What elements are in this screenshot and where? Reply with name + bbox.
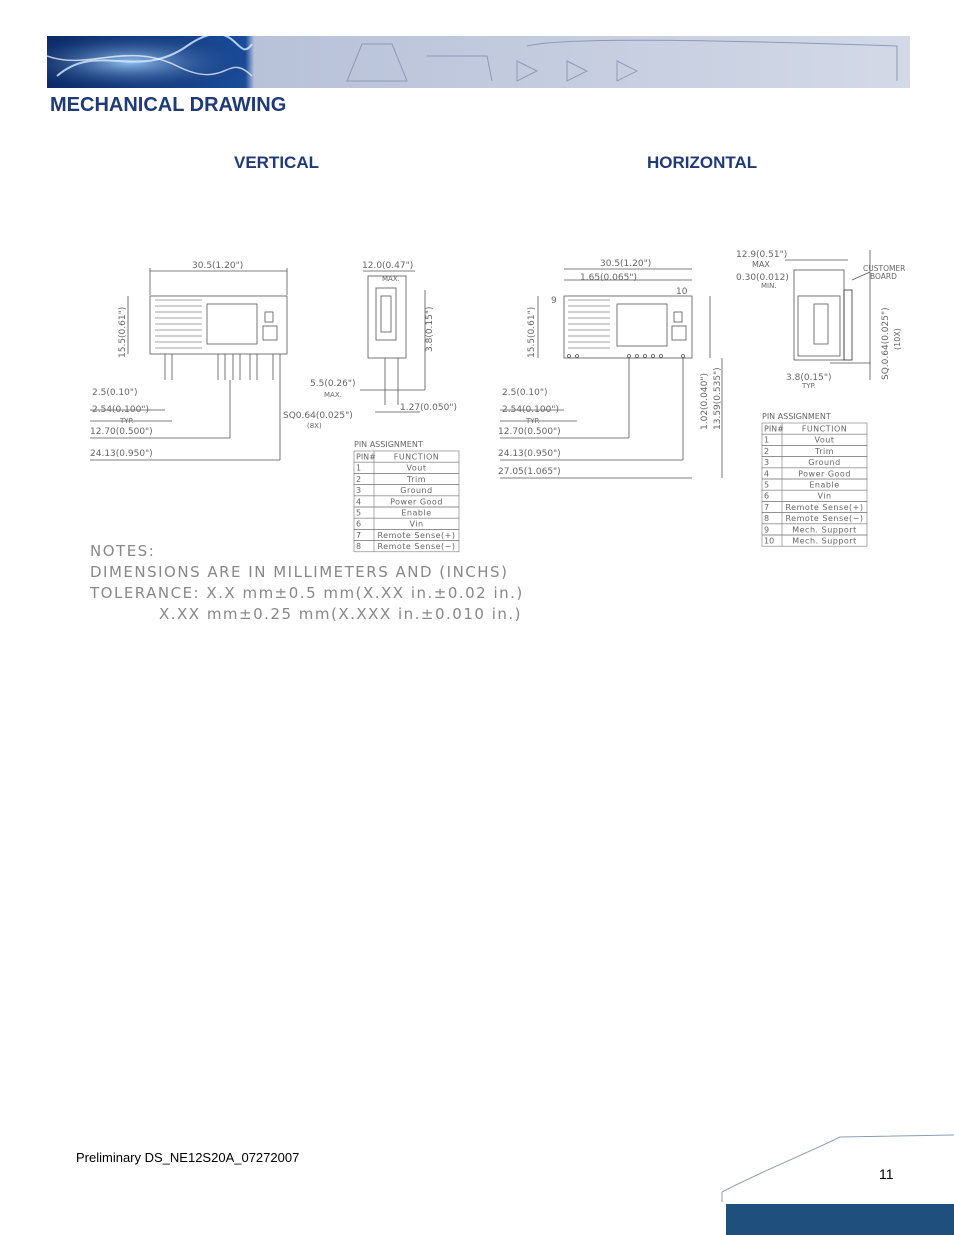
- vertical-module-outline: [150, 296, 287, 354]
- h-pin-table-function: Mech. Support: [792, 525, 857, 535]
- h-pin-table-function: Vin: [817, 491, 832, 501]
- v-dim-pin-offset: 2.5(0.10"): [92, 388, 138, 398]
- h-dim-clearance-min: MIN.: [761, 282, 777, 290]
- v-dim-pin-length-max: MAX.: [324, 391, 342, 399]
- horizontal-pin-table: [762, 412, 867, 546]
- v-dim-side-max: MAX.: [382, 275, 400, 283]
- page-number: 11: [879, 1166, 894, 1182]
- horizontal-view-label: HORIZONTAL: [647, 153, 758, 172]
- h-dim-pin-count: (10X): [893, 328, 902, 350]
- h-dim-span1: 12.70(0.500"): [498, 427, 561, 437]
- v-dim-pin-length: 5.5(0.26"): [310, 379, 356, 389]
- notes-heading: NOTES:: [90, 542, 156, 560]
- h-dim-span3: 27.05(1.065"): [498, 467, 561, 477]
- h-pin-table-pin: 9: [764, 525, 770, 535]
- v-dim-side-pitch: 1.27(0.050"): [400, 403, 457, 413]
- v-pin-table-function: Remote Sense(+): [377, 530, 456, 540]
- v-dim-width: 30.5(1.20"): [192, 261, 244, 271]
- h-dim-customer: CUSTOMER: [863, 264, 906, 273]
- h-pin-table-pin: 7: [764, 502, 770, 512]
- h-dim-span2: 24.13(0.950"): [498, 449, 561, 459]
- h-dim-board: BOARD: [870, 272, 897, 281]
- h-pin-table-pin: 5: [764, 480, 770, 490]
- vertical-pin-table: [354, 440, 459, 552]
- h-dim-pin-sq: SQ.0.64(0.025"): [881, 307, 891, 380]
- v-pin-table-pin: 4: [356, 497, 362, 507]
- h-pin-table-function: Mech. Support: [792, 536, 857, 546]
- h-pin-table-pin: PIN#: [764, 424, 784, 434]
- v-pin-table-pin: PIN#: [356, 452, 376, 462]
- notes: [90, 541, 524, 625]
- v-dim-height: 15.5(0.61"): [118, 306, 128, 358]
- v-pin-table-title: PIN ASSIGNMENT: [354, 440, 423, 449]
- document-id: Preliminary DS_NE12S20A_07272007: [76, 1150, 300, 1165]
- h-dim-width: 30.5(1.20"): [600, 259, 652, 269]
- h-dim-offset: 1.65(0.065"): [580, 273, 637, 283]
- h-dim-side-max: MAX: [752, 260, 770, 269]
- h-pin-table-pin: 1: [764, 435, 770, 445]
- v-dim-span1: 12.70(0.500"): [90, 427, 153, 437]
- h-dim-side-width: 12.9(0.51"): [736, 250, 788, 260]
- h-dim-vert2: 13.59(0.535"): [713, 367, 723, 430]
- v-pin-table-function: Ground: [400, 486, 433, 496]
- h-pin-table-pin: 4: [764, 469, 770, 479]
- h-pin-table-function: FUNCTION: [801, 424, 848, 434]
- h-dim-clearance: 0.30(0.012): [736, 273, 789, 283]
- v-pin-table-pin: 3: [356, 486, 362, 496]
- mechanical-drawing: [80, 240, 920, 560]
- h-pin-table-function: Enable: [809, 480, 840, 490]
- v-dim-pin-count: (8X): [307, 422, 322, 430]
- page-title: MECHANICAL DRAWING: [50, 94, 287, 116]
- footer-decoration: [720, 1132, 954, 1235]
- horizontal-module-outline: [564, 296, 692, 358]
- v-dim-side-height: 3.8(0.15"): [425, 306, 435, 352]
- v-pin-table-pin: 2: [356, 474, 362, 484]
- notes-tolerance-2: X.XX mm±0.25 mm(X.XXX in.±0.010 in.): [90, 605, 523, 623]
- v-pin-table-function: Vout: [406, 463, 427, 473]
- header-banner: [47, 36, 910, 88]
- h-pin-table-function: Power Good: [798, 469, 851, 479]
- h-dim-pin9: 9: [551, 296, 557, 306]
- v-pin-table-row: [354, 518, 459, 529]
- h-dim-pin-offset: 2.5(0.10"): [502, 388, 548, 398]
- h-pin-table-function: Ground: [808, 458, 841, 468]
- h-pin-table-function: Trim: [814, 446, 835, 456]
- h-dim-pitch: 2.54(0.100"): [502, 405, 559, 415]
- h-pin-table-title: PIN ASSIGNMENT: [762, 412, 831, 421]
- v-pin-table-function: Vin: [409, 519, 424, 529]
- v-pin-table-pin: 7: [356, 530, 362, 540]
- v-pin-table-function: Power Good: [390, 497, 443, 507]
- v-dim-pitch-typ: TYP.: [120, 417, 134, 425]
- h-pin-table-pin: 6: [764, 491, 770, 501]
- h-dim-height: 15.5(0.61"): [527, 306, 537, 358]
- v-pin-table-function: Enable: [401, 508, 432, 518]
- h-pin-table-function: Vout: [814, 435, 835, 445]
- v-dim-span2: 24.13(0.950"): [90, 449, 153, 459]
- h-dim-side-height: 3.8(0.15"): [786, 373, 832, 383]
- h-pin-table-pin: 3: [764, 458, 770, 468]
- v-dim-pitch: 2.54(0.100"): [92, 405, 149, 415]
- notes-tolerance-1: TOLERANCE: X.X mm±0.5 mm(X.XX in.±0.02 in.): [90, 584, 524, 602]
- h-pin-table-pin: 10: [764, 536, 775, 546]
- v-pin-table-pin: 6: [356, 519, 362, 529]
- h-dim-side-typ: TYP.: [802, 382, 816, 390]
- v-pin-table-function: Remote Sense(−): [377, 542, 456, 552]
- vertical-view-label: VERTICAL: [234, 153, 319, 172]
- h-pin-table-function: Remote Sense(+): [785, 502, 864, 512]
- h-pin-table-row: [762, 490, 867, 501]
- v-dim-side-width: 12.0(0.47"): [362, 261, 414, 271]
- notes-units: DIMENSIONS ARE IN MILLIMETERS AND (INCHS): [90, 563, 509, 581]
- v-pin-table-function: Trim: [406, 474, 427, 484]
- h-pin-table-function: Remote Sense(−): [785, 514, 864, 524]
- h-dim-pin10: 10: [676, 287, 688, 297]
- v-pin-table-function: FUNCTION: [393, 452, 440, 462]
- h-dim-pitch-typ: TYP.: [526, 417, 540, 425]
- h-dim-vert1: 1.02(0.040"): [700, 373, 710, 430]
- v-pin-table-pin: 8: [356, 542, 362, 552]
- h-pin-table-pin: 8: [764, 514, 770, 524]
- v-dim-pin-sq: SQ0.64(0.025"): [283, 411, 353, 421]
- v-pin-table-pin: 1: [356, 463, 362, 473]
- h-pin-table-pin: 2: [764, 446, 770, 456]
- v-pin-table-pin: 5: [356, 508, 362, 518]
